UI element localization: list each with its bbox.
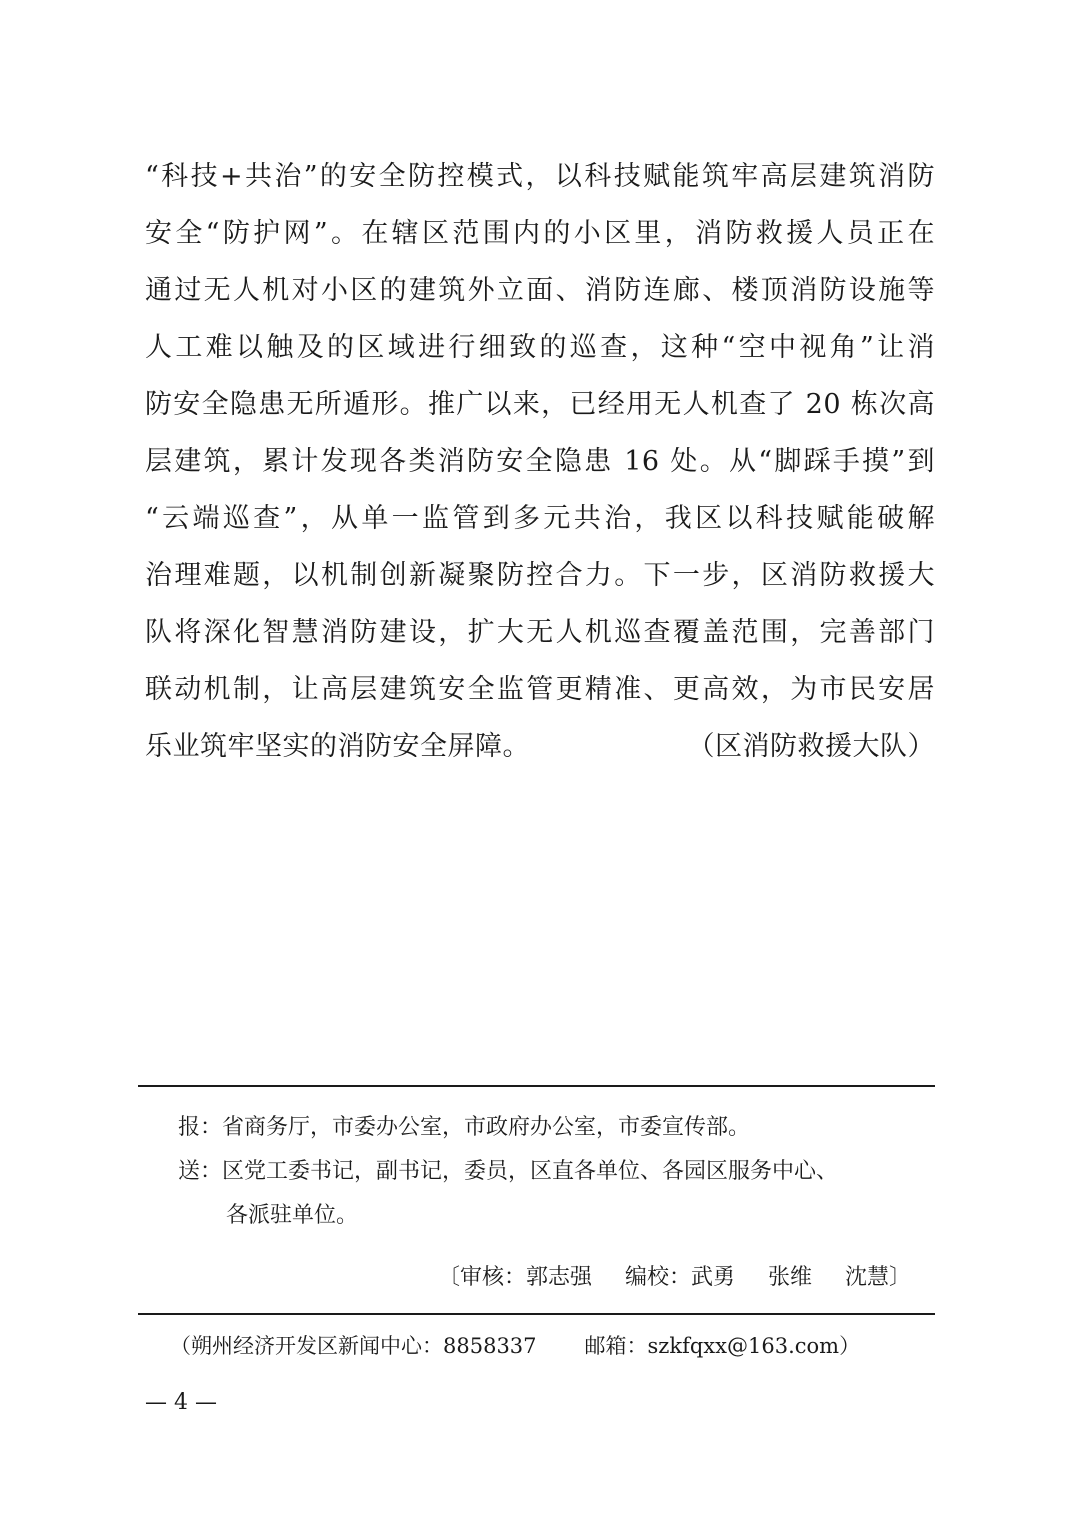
article-body <box>145 148 935 775</box>
review-credits <box>438 1260 911 1296</box>
top-divider <box>138 1085 935 1087</box>
report-to-line: 报：省商务厅，市委办公室，市政府办公室，市委宣传部。 <box>178 1115 751 1140</box>
body-line: “科技+共治”的安全防控模式，以科技赋能筑牢高层建筑消防 <box>145 161 935 192</box>
send-to-line: 送：区党工委书记，副书记，委员，区直各单位、各园区服务中心、 <box>178 1159 839 1184</box>
contact-phone: （朔州经济开发区新闻中心：8858337 <box>170 1334 537 1358</box>
body-line: 防安全隐患无所遁形。推广以来，已经用无人机查了 20 栋次高 <box>145 389 935 420</box>
body-line: 层建筑，累计发现各类消防安全隐患 16 处。从“脚踩手摸”到 <box>145 446 935 477</box>
body-line: 治理难题，以机制创新凝聚防控合力。下一步，区消防救援大 <box>145 560 935 591</box>
contact-email: 邮箱：szkfqxx@163.com） <box>584 1334 861 1358</box>
send-to-line-continued: 各派驻单位。 <box>226 1203 359 1228</box>
editor: 张维 <box>767 1265 812 1290</box>
body-line: “云端巡查”，从单一监管到多元共治，我区以科技赋能破解 <box>145 503 935 534</box>
editor: 编校：武勇 <box>624 1265 735 1290</box>
bottom-divider <box>138 1313 935 1315</box>
body-line: 联动机制，让高层建筑安全监管更精准、更高效，为市民安居 <box>145 674 935 705</box>
author-signature: （区消防救援大队） <box>687 731 935 762</box>
body-line: 通过无人机对小区的建筑外立面、消防连廊、楼顶消防设施等 <box>145 275 935 306</box>
body-line: 队将深化智慧消防建设，扩大无人机巡查覆盖范围，完善部门 <box>145 617 935 648</box>
body-last-text: 乐业筑牢坚实的消防安全屏障。 <box>145 731 530 762</box>
body-line: 人工难以触及的区域进行细致的巡查，这种“空中视角”让消 <box>145 332 935 363</box>
body-last-line <box>145 718 935 775</box>
distribution-block <box>178 1106 938 1238</box>
editor: 沈慧〕 <box>844 1265 911 1290</box>
page-number: — 4 — <box>145 1390 217 1415</box>
reviewer: 〔审核：郭志强 <box>437 1265 592 1290</box>
body-line: 安全“防护网”。在辖区范围内的小区里，消防救援人员正在 <box>145 218 935 249</box>
contact-info <box>170 1328 860 1364</box>
